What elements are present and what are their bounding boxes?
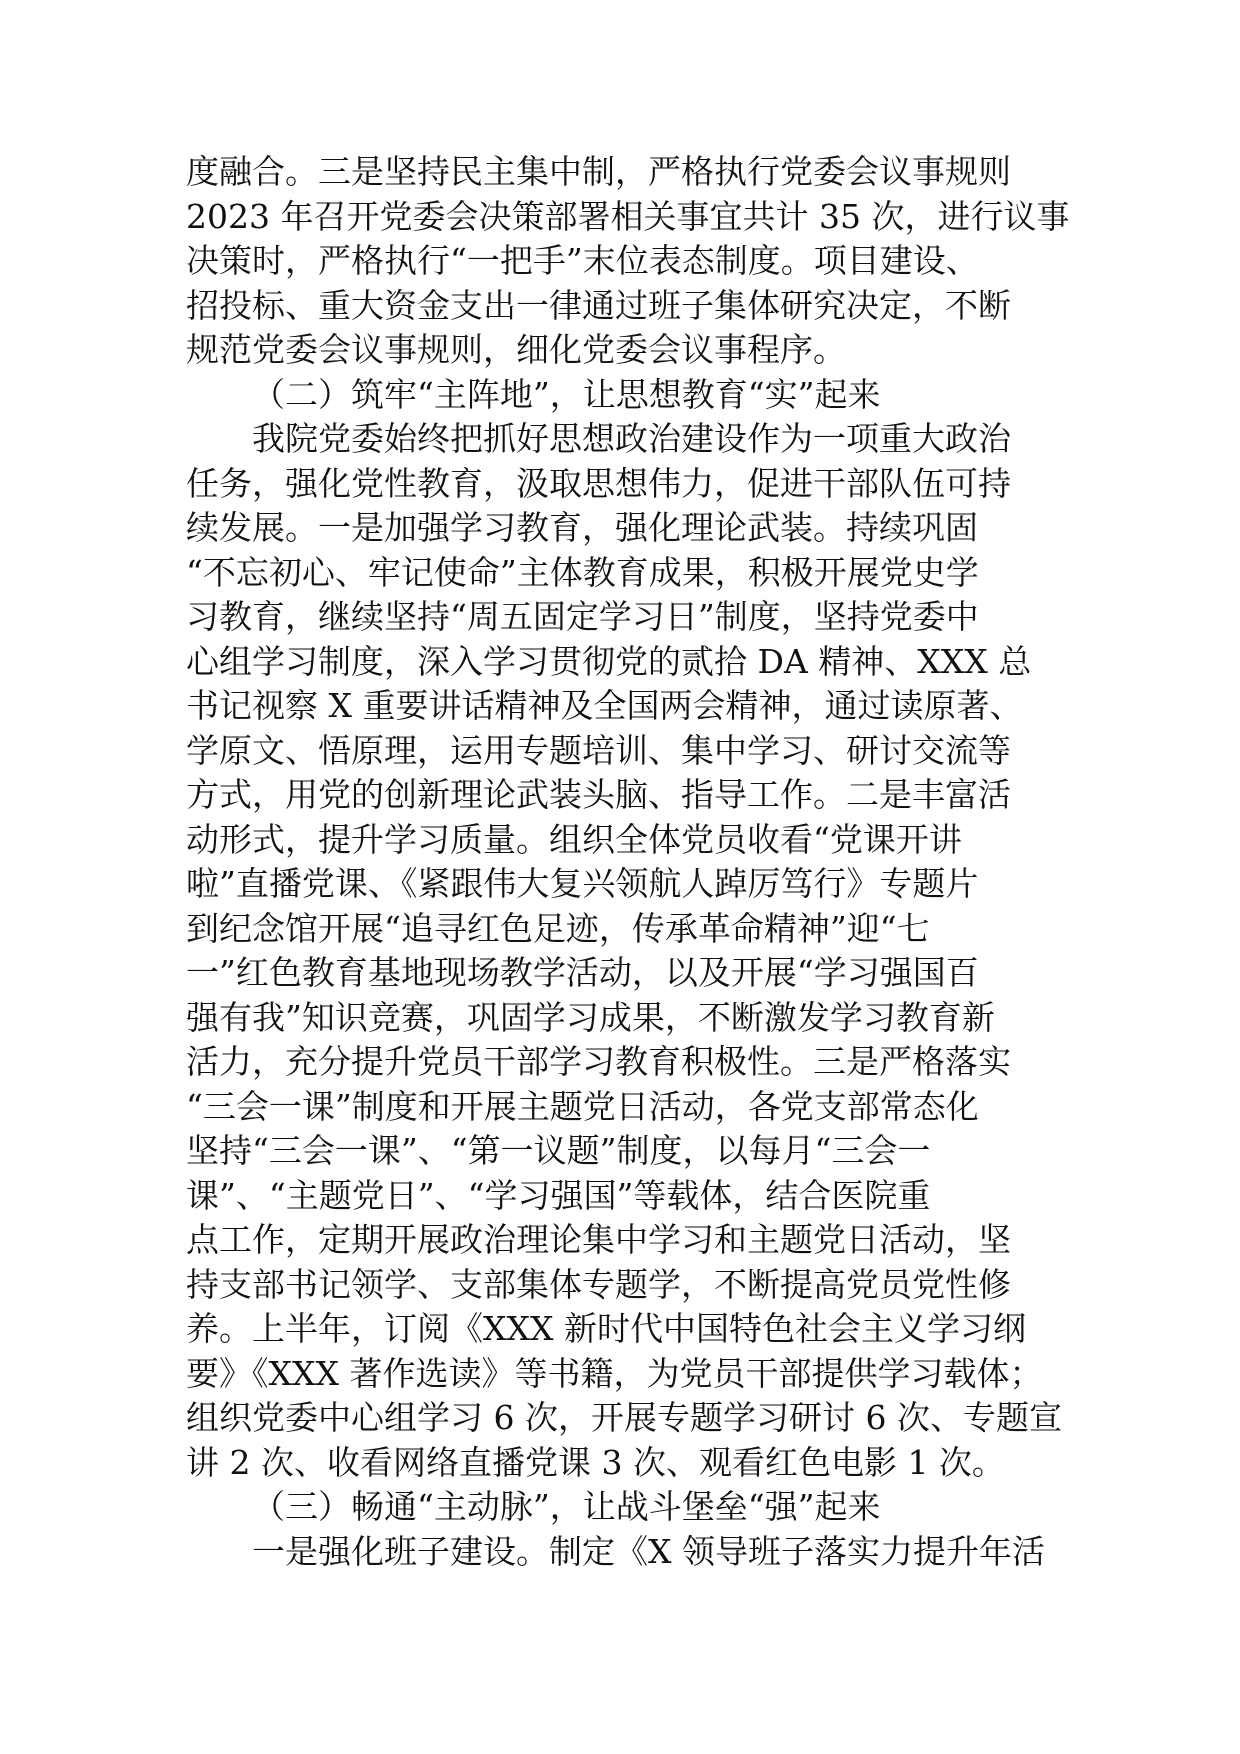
text-line: 坚持“三会一课”、“第一议题”制度，以每月“三会一 (186, 1131, 931, 1170)
text-line: 规范党委会议事规则，细化党委会议事程序。 (186, 330, 846, 369)
text-line: 度融合。三是坚持民主集中制，严格执行党委会议事规则 (186, 152, 1011, 191)
paragraph-start: 一是强化班子建设。制定《X 领导班子落实力提升年活 (252, 1531, 1045, 1571)
text-line: 养。上半年，订阅《XXX 新时代中国特色社会主义学习纲 (186, 1309, 1026, 1348)
text-line: 啦”直播党课、《紧跟伟大复兴领航人踔厉笃行》专题片 (186, 864, 979, 903)
body-text (186, 150, 1076, 1574)
text-line: 活力，充分提升党员干部学习教育积极性。三是严格落实 (186, 1042, 1011, 1081)
text-line: 动形式，提升学习质量。组织全体党员收看“党课开讲 (186, 819, 962, 859)
text-line: 强有我”知识竞赛，巩固学习成果，不断激发学习教育新 (186, 997, 995, 1037)
text-line: 持支部书记领学、支部集体专题学，不断提高党员党性修 (186, 1264, 1011, 1304)
text-line: 心组学习制度，深入学习贯彻党的贰拾 DA 精神、XXX 总 (186, 641, 1032, 681)
text-line: 招投标、重大资金支出一律通过班子集体研究决定，不断 (186, 285, 1011, 325)
text-line: 习教育，继续坚持“周五固定学习日”制度，坚持党委中 (186, 597, 979, 636)
text-line: 组织党委中心组学习 6 次，开展专题学习研讨 6 次、专题宣 (186, 1398, 1062, 1437)
text-line: “三会一课”制度和开展主题党日活动，各党支部常态化 (186, 1086, 979, 1126)
text-line: 2023 年召开党委会决策部署相关事宜共计 35 次，进行议事 (186, 196, 1070, 236)
text-line: 任务，强化党性教育，汲取思想伟力，促进干部队伍可持 (186, 463, 1011, 503)
text-line: 书记视察 X 重要讲话精神及全国两会精神，通过读原著、 (186, 686, 1023, 725)
text-line: 决策时，严格执行“一把手”末位表态制度。项目建设、 (186, 241, 979, 280)
text-line: 到纪念馆开展“追寻红色足迹，传承革命精神”迎“七 (186, 908, 930, 948)
text-line: 方式，用党的创新理论武装头脑、指导工作。二是丰富活 (186, 775, 1011, 814)
text-line: 续发展。一是加强学习教育，强化理论武装。持续巩固 (186, 508, 978, 547)
section-heading: （二）筑牢“主阵地”，让思想教育“实”起来 (252, 374, 881, 414)
text-line: 讲 2 次、收看网络直播党课 3 次、观看红色电影 1 次。 (186, 1442, 1005, 1482)
text-line: 要》《XXX 著作选读》等书籍，为党员干部提供学习载体； (186, 1353, 1043, 1393)
paragraph-start: 我院党委始终把抓好思想政治建设作为一项重大政治 (252, 419, 1011, 458)
text-line: “不忘初心、牢记使命”主体教育成果，积极开展党史学 (186, 552, 979, 592)
text-line: 一”红色教育基地现场教学活动，以及开展“学习强国百 (186, 953, 979, 992)
text-line: 学原文、悟原理，运用专题培训、集中学习、研讨交流等 (186, 730, 1011, 770)
text-line: 点工作，定期开展政治理论集中学习和主题党日活动，坚 (186, 1220, 1011, 1259)
text-line: 课”、“主题党日”、“学习强国”等载体，结合医院重 (186, 1175, 931, 1215)
section-heading: （三）畅通“主动脉”，让战斗堡垒“强”起来 (252, 1487, 881, 1526)
